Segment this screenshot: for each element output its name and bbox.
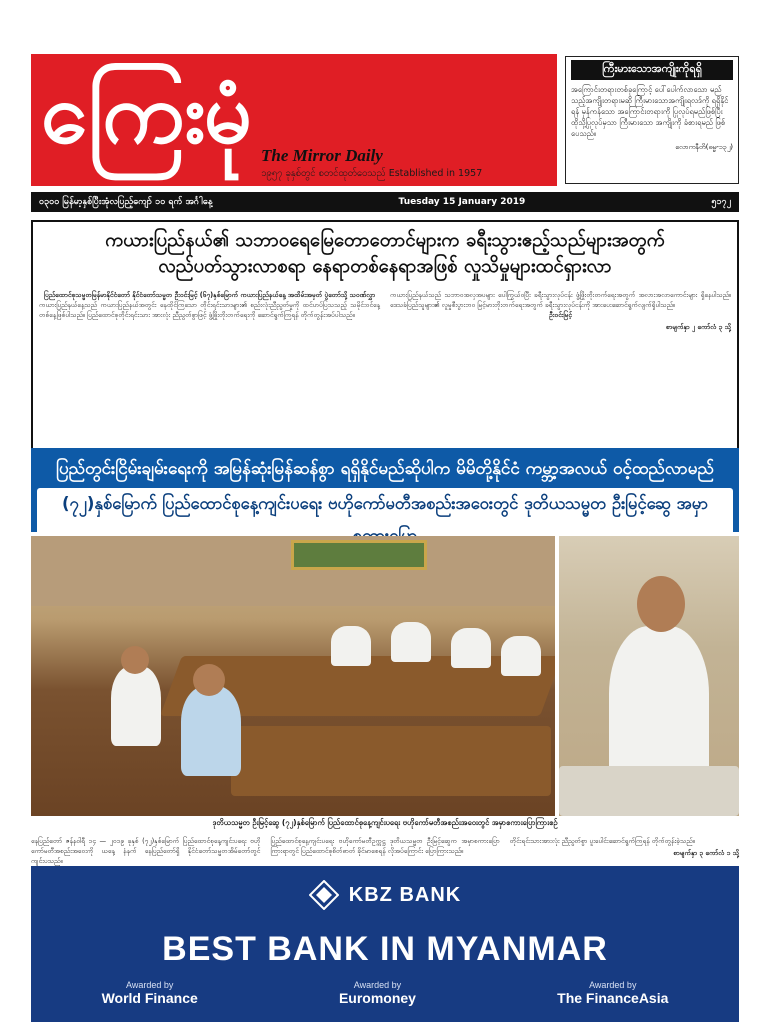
podium-desk	[559, 766, 739, 816]
award-name: The FinanceAsia	[557, 990, 669, 1006]
award-name: Euromoney	[338, 990, 416, 1006]
signer-name: ဦးဝင်းမြင့်	[549, 311, 572, 319]
lead-story	[31, 220, 739, 452]
award-name: World Finance	[101, 990, 198, 1006]
secondary-headline-line-1: ပြည်တွင်းငြိမ်းချမ်းရေးကို အမြန်ဆုံးမြန်ဆန်စွာ ရရှိနိုင်မည်ဆိုပါက မိမိတို့နိုင်ငံ ကမ္ဘာ့အလယ် ဝင့်ထည်လာမည်	[56, 459, 714, 479]
secondary-article-column-3	[510, 836, 739, 866]
lead-article-text-2: ကယားပြည်နယ်သည် သဘာဝအလှအပများ ပေါကြွယ်ဝပြီး ခရီးသွားလုပ်ငန်း ဖွံ့ဖြိုးတိုးတက်ရေးအတွက် အလားအလာကောင်းများ ရှိနေပါသည်။ ဒေသခံပြည်သူများ၏ လူမှုစီးပွားဘဝ မြင့်မားတိုးတက်ရေးအတွက် ခရီးသွားလုပ်ငန်းကို အားပေးဆောင်ရွက်လျက်ရှိပါသည်။	[390, 291, 731, 309]
quote-box	[565, 56, 739, 184]
newspaper-logo: ကြေးမုံ	[41, 63, 250, 162]
masthead	[31, 54, 557, 186]
secondary-headline-line-2: (၇၂)နှစ်မြောက် ပြည်ထောင်စုနေ့ကျင်းပရေး ဗဟိုကော်မတီအစည်းအဝေးတွင် ဒုတိယသမ္မတ ဦးမြင့်ဆွေ အမှာ	[37, 488, 733, 552]
date-strip	[31, 192, 739, 212]
quote-body: အကြောင်းတရားတစ်ခုကြောင့် ပေါ်ပေါက်လာသော မည်သည့်အကျိုးတရားမဆို ကြီးမားသောအကျိုးရလဒ်ကို ရရှိနိုင်ရန် မှန်ကန်သော အကြောင်းတရားကို ပြုလုပ်ရမည်ဖြစ်ပြီး ထိုသို့ပြုလုပ်မှသာ ကြီးမားသော အကျိုးကို ခံစားရမည် ဖြစ်ပေသည်။	[571, 85, 729, 138]
kbz-bank-advertisement	[31, 866, 739, 1022]
attendee-row	[331, 626, 371, 666]
lead-headline-line-1: ကယားပြည်နယ်၏ သဘာဝရေမြေတောတောင်များက ခရီးသွားဧည့်သည်များအတွက်	[105, 230, 665, 251]
secondary-article-column-2: ပြည်ထောင်စုနေ့ကျင်းပရေး ဗဟိုကော်မတီဥက္ကဋ္ဌ ဒုတိယသမ္မတ ဦးမြင့်ဆွေက အမှာစကားပြောကြားရာတွင် ပြည်ထောင်စုစိတ်ဓာတ် ခိုင်မာစေရန် လိုအပ်ကြောင်း ပြောကြားသည်။	[270, 837, 500, 855]
ad-title: BEST BANK IN MYANMAR	[162, 930, 608, 968]
award-label: Awarded by	[353, 980, 402, 990]
secondary-article-text-3: တိုင်းရင်းသားအားလုံး ညီညွတ်စွာ ပူးပေါင်းဆောင်ရွက်ကြရန် တိုက်တွန်းခဲ့သည်။	[509, 837, 695, 845]
attendee-row	[391, 622, 431, 662]
secondary-headline-band	[31, 448, 739, 532]
english-name: The Mirror Daily	[261, 146, 383, 165]
message-title: ပြည်ထောင်စုသမ္မတမြန်မာနိုင်ငံတော် နိုင်ငံတော်သမ္မတ ဦးဝင်းမြင့် (၆၇)နှစ်မြောက် ကယားပြည်နယ်နေ့ အထိမ်းအမှတ် ပွဲတော်သို့ သဝဏ်လွှာ	[43, 291, 376, 299]
secondary-article-column-1: နေပြည်တော် ဇန်နဝါရီ ၁၄ — ၂၀၁၉ ခုနှစ် (၇၂)နှစ်မြောက် ပြည်ထောင်စုနေ့ကျင်းပရေး ဗဟိုကော်မတီအစည်းအဝေးကို ယနေ့ နံနက် နေပြည်တော်ရှိ နိုင်ငံတော်သမ္မတအိမ်တော်တွင် ကျင်းပသည်။	[31, 837, 261, 865]
kbz-logo-row	[31, 880, 739, 910]
kbz-brand: KBZ BANK	[348, 883, 462, 906]
issue-number: ၅၁၇၂	[711, 196, 731, 207]
secondary-continued-note: စာမျက်နှာ ၃ ကော်လံ ၁ သို့	[673, 849, 739, 857]
speaker-head	[637, 576, 685, 632]
secondary-article	[31, 836, 739, 866]
quote-signature: လောကနီတိ(ဓမ္မ-၁၃၂)	[675, 143, 733, 151]
awards-row	[31, 980, 739, 1006]
attendee	[111, 666, 161, 746]
established-line: ၁၉၅၇ ခုနှစ်တွင် စတင်ထုတ်ဝေသည် Established in 1957	[261, 168, 483, 179]
lead-article-text-1: ကယားပြည်နယ်နေ့သည် ကယားပြည်နယ်အတွင်း နေထိုင်ကြသော တိုင်းရင်းသားများ၏ စည်းလုံးညီညွတ်မှုကို ထင်ဟပ်ပြသသည့် သမိုင်းဝင်နေ့ တစ်နေ့ဖြစ်ပါသည်။ ပြည်ထောင်စုတိုင်းရင်းသား အားလုံး ညီညွတ်စွာဖြင့် ဖွံ့ဖြိုးတိုးတက်ရေးကို ဆောင်ရွက်ကြရန် တိုက်တွန်းအပ်ပါသည်။	[39, 301, 380, 319]
attendee-row	[501, 636, 541, 676]
attendee-head	[121, 646, 149, 674]
award-label: Awarded by	[125, 980, 174, 990]
speaker-photo	[559, 536, 739, 816]
front-table	[231, 726, 551, 796]
meeting-photo	[31, 536, 555, 816]
attendee-row	[451, 628, 491, 668]
award-world-finance	[102, 980, 198, 1006]
award-euromoney	[339, 980, 416, 1006]
lead-headline-line-2: လည်ပတ်သွားလာစရာ နေရာတစ်နေရာအဖြစ် လှုသိမှုများထင်ရှားလာ	[158, 256, 612, 277]
seated-official-head	[193, 664, 225, 696]
myanmar-date: ၀၃၀၀ မြန်မာ့နှစ်ပြီးအုံလပြည့်ကျော် ၁၀ ရက် အင်္ဂါနေ့	[39, 196, 213, 207]
award-label: Awarded by	[589, 980, 637, 990]
kbz-diamond-icon	[309, 880, 339, 910]
continued-note: စာမျက်နှာ ၂ ကော်လံ ၃ သို့	[665, 323, 731, 331]
photo-caption: ဒုတိယသမ္မတ ဦးမြင့်ဆွေ (၇၂)နှစ်မြောက် ပြည်ထောင်စုနေ့ကျင်းပရေး ဗဟိုကော်မတီအစည်းအဝေးတွင် အမှာစကားပြောကြားစဉ်	[212, 818, 558, 827]
quote-title: ကြီးမားသောအကျိုးကိုရရှိ	[571, 60, 733, 80]
lead-article-column-2	[390, 290, 731, 332]
seated-official	[181, 686, 241, 776]
english-date: Tuesday 15 January 2019	[398, 197, 526, 207]
award-financeasia	[557, 980, 668, 1006]
wall-painting	[291, 540, 427, 570]
lead-article-columns	[39, 290, 731, 332]
lead-article-column-1	[39, 290, 380, 332]
